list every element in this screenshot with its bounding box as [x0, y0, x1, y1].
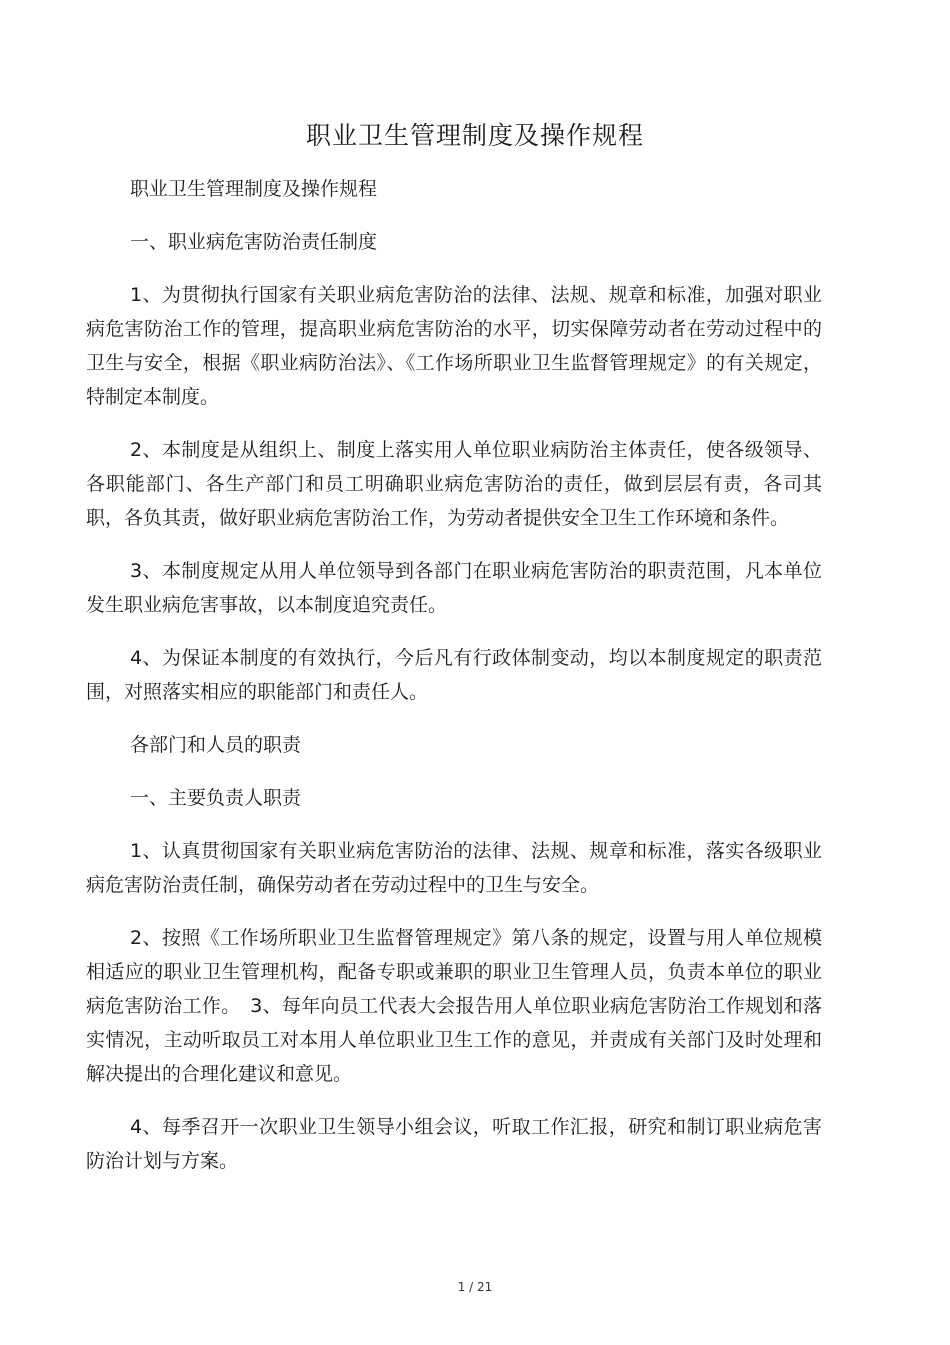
paragraph: 3、本制度规定从用人单位领导到各部门在职业病危害防治的职责范围，凡本单位发生职业病危害事故，以本制度追究责任。 [86, 560, 822, 616]
paragraph: 4、每季召开一次职业卫生领导小组会议，听取工作汇报，研究和制订职业病危害防治计划与方案。 [86, 1116, 822, 1172]
document-subtitle: 职业卫生管理制度及操作规程 [130, 178, 378, 200]
section-heading-principal-duties: 一、主要负责人职责 [130, 787, 302, 809]
document-body [86, 172, 822, 1197]
paragraph: 1、认真贯彻国家有关职业病危害防治的法律、法规、规章和标准，落实各级职业病危害防治责任制，确保劳动者在劳动过程中的卫生与安全。 [86, 840, 822, 896]
paragraph: 2、本制度是从组织上、制度上落实用人单位职业病防治主体责任，使各级领导、各职能部门、各生产部门和员工明确职业病危害防治的责任，做到层层有责，各司其职，各负其责，做好职业病危害防治工作，为劳动者提供安全卫生工作环境和条件。 [86, 439, 822, 529]
paragraph: 2、按照《工作场所职业卫生监督管理规定》第八条的规定，设置与用人单位规模相适应的职业卫生管理机构，配备专职或兼职的职业卫生管理人员，负责本单位的职业病危害防治工作。 3、每年向员工代表大会报告用人单位职业病危害防治工作规划和落实情况，主动听取员工对本用人单位职业卫生工作的意见，并责成有关部门及时处理和解决提出的合理化建议和意见。 [86, 927, 822, 1085]
section-heading-responsibility-system: 一、职业病危害防治责任制度 [130, 231, 378, 253]
section-title-department-duties: 各部门和人员的职责 [130, 734, 302, 756]
page-indicator: 1 / 21 [457, 1280, 493, 1294]
paragraph: 4、为保证本制度的有效执行，今后凡有行政体制变动，均以本制度规定的职责范围，对照落实相应的职能部门和责任人。 [86, 647, 822, 703]
document-title: 职业卫生管理制度及操作规程 [305, 121, 644, 150]
paragraph: 1、为贯彻执行国家有关职业病危害防治的法律、法规、规章和标准，加强对职业病危害防治工作的管理，提高职业病危害防治的水平，切实保障劳动者在劳动过程中的卫生与安全，根据《职业病防治法》、《工作场所职业卫生监督管理规定》的有关规定，特制定本制度。 [86, 284, 822, 408]
